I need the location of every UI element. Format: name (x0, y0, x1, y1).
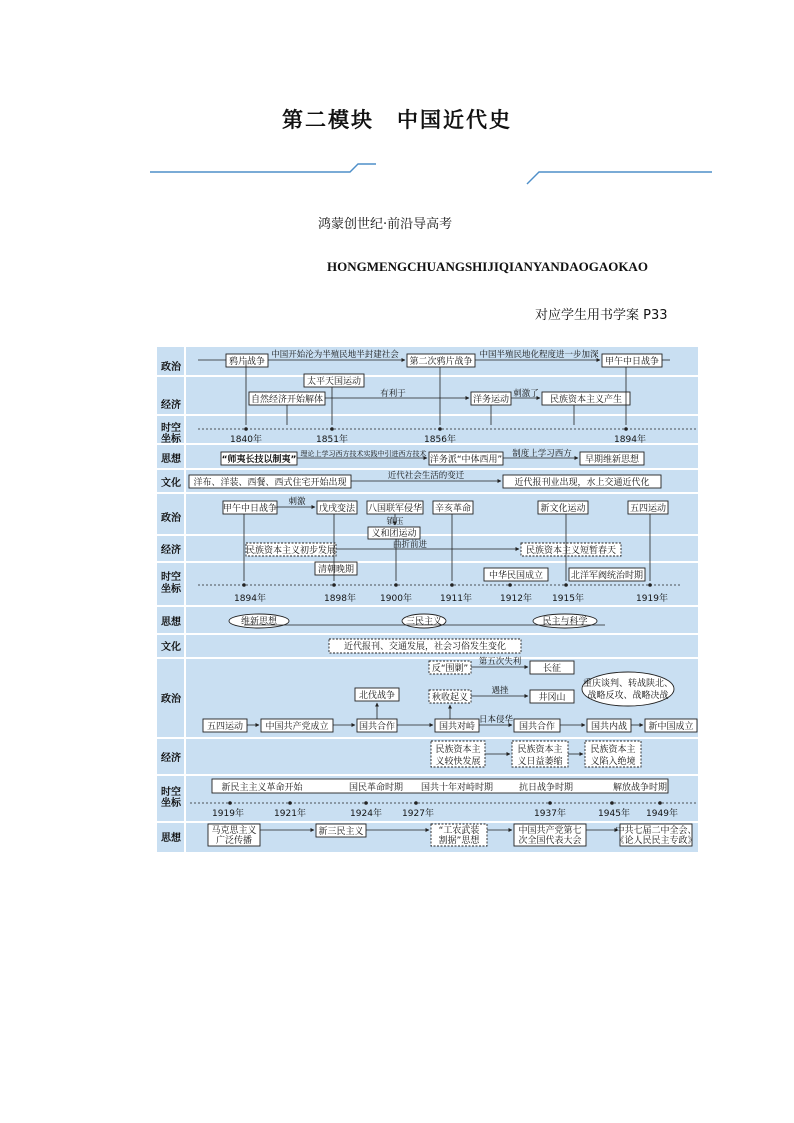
label-economy: 经济 (161, 545, 181, 556)
box-sino-japanese-war: 甲午中日战争 (604, 357, 660, 367)
box-northern-expedition: 北伐战争 (358, 691, 396, 701)
box-sino-japanese-war: 甲午中日战争 (222, 504, 278, 514)
box-capitalism-desperate-2: 义陷入绝境 (590, 757, 636, 767)
year-1840: 1840年 (230, 435, 262, 445)
label-semi-colonial: 中国开始沦为半殖民地半封建社会 (271, 350, 399, 360)
year-1924: 1924年 (350, 809, 382, 819)
label-timeline-2: 坐标 (161, 584, 181, 595)
label-culture: 文化 (161, 478, 181, 489)
label-institutional: 制度上学习西方 (512, 449, 572, 459)
year-1919: 1919年 (636, 594, 668, 604)
box-press-transport: 近代报刊业出现，水上交通近代化 (514, 478, 650, 488)
label-japan-invasion: 日本侵华 (478, 715, 514, 725)
box-boxer-movement: 义和团运动 (371, 529, 417, 539)
box-armed-separatism-2: 割据”思想 (438, 836, 480, 846)
box-opium-war: 鸦片战争 (228, 357, 266, 367)
box-seventh-congress-1: 中国共产党第七 (518, 826, 582, 836)
box-taiping: 太平天国运动 (306, 377, 362, 387)
year-1894: 1894年 (614, 435, 646, 445)
year-1945: 1945年 (598, 809, 630, 819)
period-liberation-war: 解放战争时期 (612, 783, 668, 793)
label-setback: 遇挫 (491, 686, 509, 696)
label-stimulated: 刺激了 (513, 389, 539, 399)
box-westernization: 洋务运动 (472, 395, 510, 405)
period-national-revolution: 国民革命时期 (348, 783, 404, 793)
box-hundred-days-reform: 戊戌变法 (318, 504, 356, 514)
year-1856: 1856年 (424, 435, 456, 445)
box-capitalism-shrink-1: 民族资本主 (517, 745, 563, 755)
box-chongqing-line1: 重庆谈判、转战陕北、 (582, 679, 674, 689)
page-title: 第二模块 中国近代史 (282, 107, 512, 132)
label-thought: 思想 (161, 617, 181, 628)
label-fifth-failure: 第五次失利 (478, 657, 522, 667)
box-kmt-cpc-confrontation: 国共对峙 (438, 722, 476, 732)
label-zigzag: 曲折前进 (392, 540, 428, 550)
box-late-qing: 清朝晚期 (317, 565, 355, 575)
box-anti-encirclement: 反“围剿” (431, 664, 469, 674)
box-prc-founded: 新中国成立 (648, 722, 694, 732)
year-1937: 1937年 (534, 809, 566, 819)
box-capitalism-shrink-2: 义日益萎缩 (517, 757, 563, 767)
year-1894: 1894年 (234, 594, 266, 604)
label-culture: 文化 (161, 642, 181, 653)
box-may-fourth: 五四运动 (629, 504, 667, 514)
label-social-change: 近代社会生活的变迁 (387, 471, 465, 481)
label-economy: 经济 (161, 753, 181, 764)
box-social-customs: 近代报刊、交通发展，社会习俗发生变化 (343, 642, 507, 652)
box-long-march: 长征 (542, 664, 562, 674)
box-second-plenum-2: 《论人民民主专政》 (615, 836, 697, 846)
box-kmt-cpc-cooperation: 国共合作 (358, 722, 396, 732)
label-suppress: 镇压 (386, 517, 404, 527)
label-politics: 政治 (161, 513, 181, 524)
box-early-reform: 早期维新思想 (584, 455, 640, 465)
box-seventh-congress-2: 次全国代表大会 (518, 836, 582, 846)
year-1898: 1898年 (324, 594, 356, 604)
label-practice: 实践中引进西方技术 (363, 450, 427, 458)
label-theory: 理论上学习西方技术 (300, 450, 364, 458)
reference-text: 对应学生用书学案 P33 (535, 308, 668, 323)
box-autumn-harvest: 秋收起义 (431, 693, 469, 703)
box-capitalism-fast-1: 民族资本主 (435, 745, 481, 755)
year-1912: 1912年 (500, 594, 532, 604)
period-anti-japanese: 抗日战争时期 (518, 783, 574, 793)
box-zhongti-xiyong: 洋务派“中体西用” (429, 455, 503, 465)
box-marxism-2: 广泛传播 (215, 836, 253, 846)
box-reform-thought: 维新思想 (240, 617, 278, 627)
box-national-capitalism: 民族资本主义产生 (549, 395, 623, 405)
label-timeline-2: 坐标 (161, 434, 181, 445)
box-learn-from-west: “师夷长技以制夷” (221, 455, 297, 465)
box-capitalism-initial: 民族资本主义初步发展 (245, 546, 337, 556)
label-stimulate: 刺激 (288, 497, 306, 507)
box-capitalism-spring: 民族资本主义短暂春天 (525, 546, 617, 556)
box-capitalism-fast-2: 义较快发展 (435, 757, 481, 767)
box-cpc-founded: 中国共产党成立 (265, 722, 329, 732)
label-timeline-1: 时空 (161, 423, 181, 434)
box-marxism-1: 马克思主义 (211, 826, 257, 836)
box-western-goods: 洋布、洋装、西餐、西式住宅开始出现 (193, 478, 347, 488)
period-new-democratic: 新民主主义革命开始 (221, 783, 303, 793)
box-second-plenum-1: 中共七届二中全会、 (615, 826, 697, 836)
period-ten-year: 国共十年对峙时期 (420, 783, 494, 793)
box-may-fourth: 五四运动 (206, 722, 244, 732)
box-new-three-principles: 新三民主义 (318, 827, 364, 837)
label-beneficial: 有利于 (380, 389, 406, 399)
year-1921: 1921年 (274, 809, 306, 819)
box-armed-separatism-1: “工农武装 (438, 826, 480, 836)
box-beiyang-period: 北洋军阀统治时期 (570, 571, 644, 581)
label-economy: 经济 (161, 400, 181, 411)
box-roc-founded: 中华民国成立 (488, 571, 544, 581)
box-natural-economy: 自然经济开始解体 (250, 395, 324, 405)
label-politics: 政治 (161, 362, 181, 373)
subtitle: 鸿蒙创世纪·前沿导高考 (318, 217, 453, 232)
box-democracy-science: 民主与科学 (542, 617, 588, 627)
label-deepen: 中国半殖民地化程度进一步加深 (479, 350, 599, 360)
year-1919: 1919年 (212, 809, 244, 819)
box-capitalism-desperate-1: 民族资本主 (590, 745, 636, 755)
subtitle-pinyin: HONGMENGCHUANGSHIJIQIANYANDAOGAOKAO (327, 259, 648, 274)
year-1927: 1927年 (402, 809, 434, 819)
label-timeline-2: 坐标 (161, 798, 181, 809)
year-1911: 1911年 (440, 594, 472, 604)
label-timeline-1: 时空 (161, 787, 181, 798)
box-kmt-cpc-cooperation-2: 国共合作 (518, 722, 556, 732)
box-eight-nation-alliance: 八国联军侵华 (367, 504, 423, 514)
label-thought: 思想 (161, 833, 181, 844)
year-1851: 1851年 (316, 435, 348, 445)
box-three-principles: 三民主义 (405, 617, 443, 627)
box-new-culture-movement: 新文化运动 (540, 504, 586, 514)
box-jinggangshan: 井冈山 (538, 693, 566, 703)
label-politics: 政治 (161, 694, 181, 705)
box-second-opium-war: 第二次鸦片战争 (409, 357, 473, 367)
year-1949: 1949年 (646, 809, 678, 819)
label-timeline-1: 时空 (161, 572, 181, 583)
label-thought: 思想 (161, 454, 181, 465)
year-1915: 1915年 (552, 594, 584, 604)
box-chongqing-line2: 战略反攻、战略决战 (587, 691, 669, 701)
box-xinhai-revolution: 辛亥革命 (434, 504, 472, 514)
year-1900: 1900年 (380, 594, 412, 604)
box-civil-war: 国共内战 (590, 722, 628, 732)
